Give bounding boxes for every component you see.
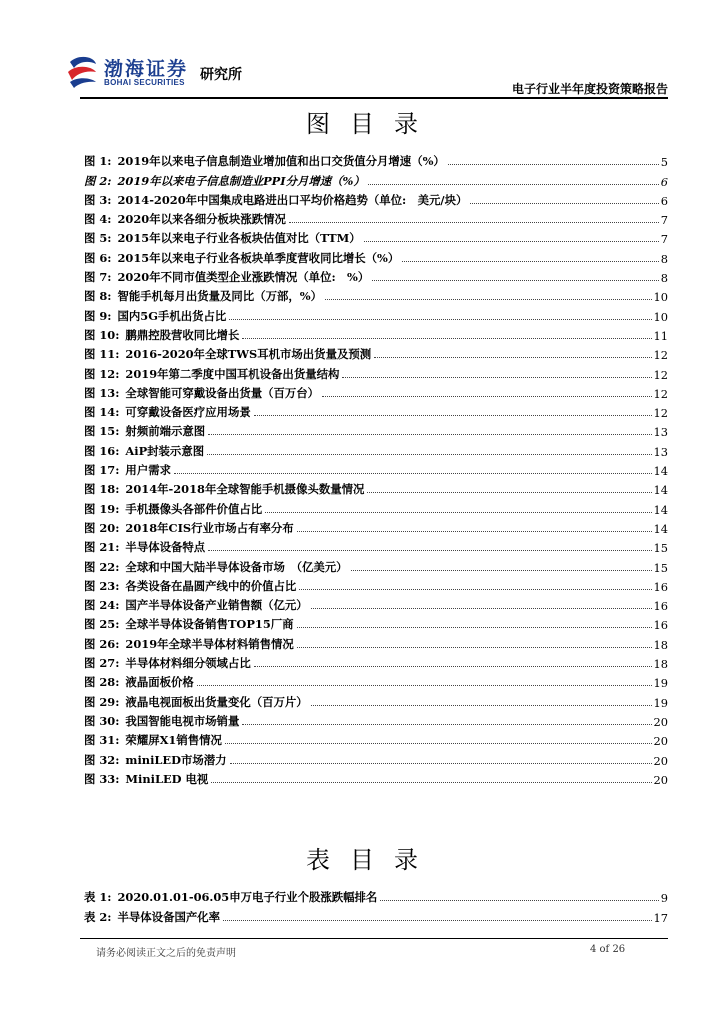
figure-title: 智能手机每月出货量及同比（万部，%）	[117, 289, 322, 304]
dot-leader	[311, 608, 652, 609]
figure-label: 图 9:	[84, 308, 112, 323]
figure-label: 图 23:	[84, 578, 120, 593]
figure-label: 图 13:	[84, 385, 120, 400]
dot-leader	[207, 454, 651, 455]
figure-label: 图 15:	[84, 424, 120, 439]
dot-leader	[299, 589, 651, 590]
dot-leader	[211, 782, 651, 783]
figure-label: 图 3:	[84, 192, 112, 207]
figure-page: 16	[653, 599, 668, 614]
figure-page: 19	[653, 676, 668, 691]
dot-leader	[174, 473, 652, 474]
figure-page: 16	[653, 579, 668, 594]
table-title: 2020.01.01-06.05申万电子行业个股涨跌幅排名	[117, 890, 378, 905]
figure-page: 16	[653, 618, 668, 633]
figure-entry[interactable]	[84, 594, 668, 613]
dot-leader	[208, 434, 651, 435]
figure-title: 2020年不同市值类型企业涨跌情况（单位: %）	[117, 270, 370, 285]
figure-label: 图 19:	[84, 501, 120, 516]
disclaimer-text: 请务必阅读正文之后的免责声明	[96, 948, 236, 959]
figure-label: 图 4:	[84, 212, 112, 227]
figure-page: 20	[653, 753, 668, 768]
dot-leader	[322, 396, 651, 397]
dot-leader	[367, 492, 651, 493]
figure-page: 18	[653, 637, 668, 652]
company-name-en: BOHAI SECURITIES	[104, 78, 185, 87]
figure-title: 全球和中国大陆半导体设备市场 （亿美元）	[125, 559, 348, 574]
figure-page: 10	[653, 309, 668, 324]
figure-page: 12	[653, 406, 668, 421]
table-page: 17	[653, 910, 668, 925]
dot-leader	[342, 377, 651, 378]
dot-leader	[254, 666, 652, 667]
figure-label: 图 11:	[84, 347, 120, 362]
figure-entry[interactable]	[84, 748, 668, 767]
figure-label: 图 20:	[84, 520, 120, 535]
figure-page: 14	[653, 521, 668, 536]
figure-label: 图 26:	[84, 636, 120, 651]
report-title: 电子行业半年度投资策略报告	[511, 82, 668, 96]
figure-page: 5	[660, 155, 668, 170]
figure-entry[interactable]	[84, 150, 668, 169]
dot-leader	[230, 763, 652, 764]
table-label: 表 1:	[84, 890, 112, 905]
dot-leader	[368, 184, 659, 185]
table-page: 9	[660, 891, 668, 906]
dot-leader	[254, 415, 652, 416]
dot-leader	[242, 338, 651, 339]
figure-label: 图 24:	[84, 598, 120, 613]
table-list-title: 表目录	[306, 846, 438, 874]
figure-entry[interactable]	[84, 208, 668, 227]
figure-entry[interactable]	[84, 304, 668, 323]
department-label: 研究所	[200, 67, 242, 83]
figure-label: 图 27:	[84, 656, 120, 671]
figure-page: 11	[653, 328, 668, 343]
figure-title: 2014年-2018年全球智能手机摄像头数量情况	[125, 482, 365, 497]
figure-entry[interactable]	[84, 555, 668, 574]
dot-leader	[297, 627, 652, 628]
figure-entry[interactable]	[84, 382, 668, 401]
figure-label: 图 7:	[84, 270, 112, 285]
table-list	[84, 886, 668, 925]
dot-leader	[289, 222, 659, 223]
figure-entry[interactable]	[84, 189, 668, 208]
table-entry[interactable]	[84, 886, 668, 905]
figure-entry[interactable]	[84, 517, 668, 536]
figure-entry[interactable]	[84, 343, 668, 362]
figure-page: 14	[653, 502, 668, 517]
figure-label: 图 17:	[84, 463, 120, 478]
figure-entry[interactable]	[84, 652, 668, 671]
figure-page: 8	[660, 271, 668, 286]
figure-page: 15	[653, 560, 668, 575]
figure-label: 图 18:	[84, 482, 120, 497]
figure-page: 18	[653, 657, 668, 672]
figure-title: 我国智能电视市场销量	[125, 713, 240, 728]
figure-list-title: 图目录	[306, 110, 438, 138]
figure-label: 图 14:	[84, 405, 120, 420]
figure-title: 2019年以来电子信息制造业增加值和出口交货值分月增速（%）	[117, 154, 445, 169]
figure-entry[interactable]	[84, 362, 668, 381]
figure-entry[interactable]	[84, 459, 668, 478]
figure-entry[interactable]	[84, 266, 668, 285]
figure-page: 10	[653, 290, 668, 305]
figure-page: 20	[653, 714, 668, 729]
figure-title: 2015年以来电子行业各板块单季度营收同比增长（%）	[117, 250, 400, 265]
figure-label: 图 10:	[84, 327, 120, 342]
figure-entry[interactable]	[84, 690, 668, 709]
figure-title: miniLED市场潜力	[125, 752, 227, 767]
figure-title: 2018年CIS行业市场占有率分布	[125, 520, 294, 535]
figure-entry[interactable]	[84, 671, 668, 690]
dot-leader	[351, 570, 652, 571]
figure-label: 图 31:	[84, 733, 120, 748]
company-name-cn: 渤海证券	[104, 58, 189, 80]
figure-entry[interactable]	[84, 536, 668, 555]
figure-label: 图 16:	[84, 443, 120, 458]
table-title: 半导体设备国产化率	[117, 909, 221, 924]
figure-entry[interactable]	[84, 324, 668, 343]
figure-entry[interactable]	[84, 710, 668, 729]
figure-label: 图 28:	[84, 675, 120, 690]
dot-leader	[448, 164, 659, 165]
figure-page: 14	[653, 483, 668, 498]
figure-page: 13	[653, 425, 668, 440]
figure-title: 半导体材料细分领域占比	[125, 656, 251, 671]
figure-page: 20	[653, 772, 668, 787]
figure-page: 12	[653, 348, 668, 363]
dot-leader	[265, 512, 651, 513]
figure-page: 20	[653, 734, 668, 749]
figure-title: 液晶面板价格	[125, 675, 194, 690]
dot-leader	[242, 724, 651, 725]
figure-label: 图 6:	[84, 250, 112, 265]
figure-page: 7	[660, 213, 668, 228]
figure-page: 15	[653, 541, 668, 556]
figure-entry[interactable]	[84, 768, 668, 787]
table-label: 表 2:	[84, 909, 112, 924]
dot-leader	[223, 920, 651, 921]
figure-label: 图 21:	[84, 540, 120, 555]
bohai-logo-icon	[64, 54, 100, 90]
figure-title: 2019年第二季度中国耳机设备出货量结构	[125, 366, 340, 381]
dot-leader	[372, 280, 658, 281]
figure-title: 液晶电视面板出货量变化（百万片）	[125, 694, 308, 709]
figure-page: 7	[660, 232, 668, 247]
figure-title: 各类设备在晶圆产线中的价值占比	[125, 578, 297, 593]
figure-entry[interactable]	[84, 575, 668, 594]
figure-title: 国产半导体设备产业销售额（亿元）	[125, 598, 308, 613]
figure-title: 用户需求	[125, 463, 171, 478]
figure-page: 6	[660, 174, 668, 189]
figure-entry[interactable]	[84, 613, 668, 632]
header-divider	[80, 97, 668, 99]
figure-label: 图 2:	[84, 173, 112, 188]
figure-label: 图 5:	[84, 231, 112, 246]
figure-page: 12	[653, 367, 668, 382]
figure-title: 2019年全球半导体材料销售情况	[125, 636, 294, 651]
figure-title: 2020年以来各细分板块涨跌情况	[117, 212, 286, 227]
figure-title: 2015年以来电子行业各板块估值对比（TTM）	[117, 231, 361, 246]
figure-entry[interactable]	[84, 729, 668, 748]
figure-entry[interactable]	[84, 285, 668, 304]
figure-label: 图 12:	[84, 366, 120, 381]
figure-title: 全球半导体设备销售TOP15厂商	[125, 617, 294, 632]
figure-page: 6	[660, 193, 668, 208]
figure-title: MiniLED 电视	[125, 771, 209, 786]
figure-entry[interactable]	[84, 632, 668, 651]
figure-title: 可穿戴设备医疗应用场景	[125, 405, 251, 420]
figure-title: 2016-2020年全球TWS耳机市场出货量及预测	[125, 347, 372, 362]
figure-label: 图 25:	[84, 617, 120, 632]
figure-label: 图 32:	[84, 752, 120, 767]
figure-page: 19	[653, 695, 668, 710]
figure-title: 鹏鼎控股营收同比增长	[125, 327, 240, 342]
figure-entry[interactable]	[84, 439, 668, 458]
dot-leader	[311, 705, 652, 706]
figure-page: 13	[653, 444, 668, 459]
dot-leader	[364, 241, 659, 242]
figure-title: 手机摄像头各部件价值占比	[125, 501, 263, 516]
figure-title: 射频前端示意图	[125, 424, 206, 439]
dot-leader	[297, 647, 652, 648]
page-header	[64, 50, 668, 98]
figure-list	[84, 150, 668, 787]
dot-leader	[402, 261, 659, 262]
dot-leader	[208, 550, 651, 551]
figure-label: 图 1:	[84, 154, 112, 169]
figure-title: AiP封装示意图	[125, 443, 205, 458]
figure-page: 8	[660, 251, 668, 266]
figure-title: 半导体设备特点	[125, 540, 206, 555]
figure-label: 图 30:	[84, 713, 120, 728]
table-entry[interactable]	[84, 905, 668, 924]
figure-title: 2014-2020年中国集成电路进出口平均价格趋势（单位: 美元/块）	[117, 192, 468, 207]
figure-entry[interactable]	[84, 478, 668, 497]
dot-leader	[225, 743, 652, 744]
dot-leader	[297, 531, 652, 532]
dot-leader	[380, 900, 658, 901]
figure-label: 图 22:	[84, 559, 120, 574]
dot-leader	[325, 299, 652, 300]
figure-entry[interactable]	[84, 246, 668, 265]
figure-entry[interactable]	[84, 169, 668, 188]
figure-title: 2019年以来电子信息制造业PPI分月增速（%）	[117, 173, 365, 188]
dot-leader	[470, 203, 658, 204]
figure-title: 全球智能可穿戴设备出货量（百万台）	[125, 385, 320, 400]
figure-page: 14	[653, 464, 668, 479]
figure-title: 荣耀屏X1销售情况	[125, 733, 222, 748]
figure-entry[interactable]	[84, 227, 668, 246]
dot-leader	[374, 357, 651, 358]
figure-page: 12	[653, 386, 668, 401]
figure-entry[interactable]	[84, 420, 668, 439]
dot-leader	[197, 685, 652, 686]
figure-title: 国内5G手机出货占比	[117, 308, 227, 323]
figure-label: 图 29:	[84, 694, 120, 709]
dot-leader	[229, 319, 651, 320]
figure-entry[interactable]	[84, 497, 668, 516]
footer-divider	[80, 938, 668, 939]
figure-label: 图 8:	[84, 289, 112, 304]
figure-entry[interactable]	[84, 401, 668, 420]
page-number: 4 of 26	[590, 944, 626, 955]
figure-label: 图 33:	[84, 771, 120, 786]
